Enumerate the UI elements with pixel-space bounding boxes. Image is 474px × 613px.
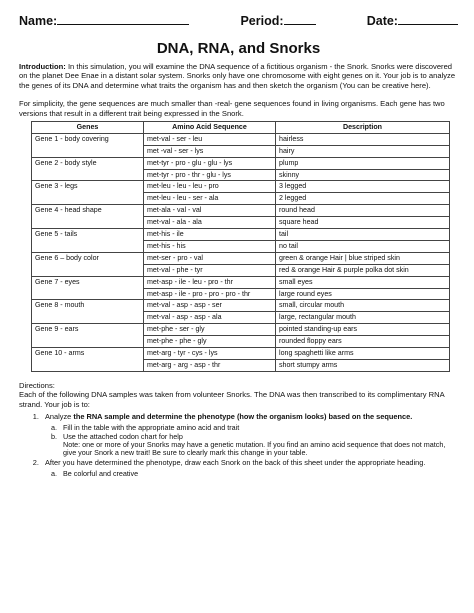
gene-name-cell	[32, 359, 144, 371]
table-row	[32, 264, 450, 276]
directions-section	[19, 381, 458, 479]
gene-name-cell: Gene 6 – body color	[32, 252, 144, 264]
name-blank[interactable]	[57, 12, 189, 25]
step-sublist	[45, 424, 458, 458]
table-row	[32, 217, 450, 229]
introduction-paragraph	[19, 62, 458, 90]
amino-acid-cell[interactable]: met-asp - ile - leu - pro - thr	[144, 276, 276, 288]
amino-acid-cell[interactable]: met-ser - pro - val	[144, 252, 276, 264]
table-row	[32, 133, 450, 145]
amino-acid-cell[interactable]: met-val - asp - asp - ser	[144, 300, 276, 312]
description-cell[interactable]: rounded floppy ears	[276, 336, 450, 348]
step-sublist	[45, 470, 458, 478]
description-cell[interactable]: square head	[276, 217, 450, 229]
description-cell[interactable]: red & orange Hair & purple polka dot skin	[276, 264, 450, 276]
date-blank[interactable]	[398, 12, 458, 25]
table-row	[32, 205, 450, 217]
introduction-text: In this simulation, you will examine the DNA sequence of a fictitious organism - the Snork. Snorks were discovered on the planet Dee Enae in a distant solar system. Snorks only have one chromosome with eight genes on it. Your job is to analyze the genes of its DNA and determine what traits the organism has and then sketch the organism (You can be creative here).	[19, 62, 456, 90]
description-cell[interactable]: large round eyes	[276, 288, 450, 300]
amino-acid-cell[interactable]: met-leu - leu - leu - pro	[144, 181, 276, 193]
gene-name-cell: Gene 4 - head shape	[32, 205, 144, 217]
amino-acid-cell[interactable]: met-asp - ile - pro - pro - pro - thr	[144, 288, 276, 300]
description-cell[interactable]: no tail	[276, 240, 450, 252]
substep-item: a. Be colorful and creative	[59, 470, 458, 478]
name-field[interactable]: Name:	[19, 12, 189, 28]
amino-acid-cell[interactable]: met-val - ala - ala	[144, 217, 276, 229]
amino-acid-cell[interactable]: met-phe - phe - gly	[144, 336, 276, 348]
gene-name-cell	[32, 336, 144, 348]
amino-acid-cell[interactable]: met-leu - leu - ser - ala	[144, 193, 276, 205]
table-header-row	[32, 122, 450, 134]
table-row	[32, 276, 450, 288]
amino-acid-cell[interactable]: met -val - ser - lys	[144, 145, 276, 157]
table-row	[32, 240, 450, 252]
table-row	[32, 288, 450, 300]
substep-item: a. Fill in the table with the appropriate amino acid and trait	[59, 424, 458, 432]
directions-heading: Directions:	[19, 380, 55, 390]
description-cell[interactable]: skinny	[276, 169, 450, 181]
description-cell[interactable]: green & orange Hair | blue striped skin	[276, 252, 450, 264]
table-row	[32, 157, 450, 169]
description-cell[interactable]: 3 legged	[276, 181, 450, 193]
table-row	[32, 359, 450, 371]
substep-item: b. Use the attached codon chart for help	[59, 433, 458, 441]
description-cell[interactable]: 2 legged	[276, 193, 450, 205]
description-cell[interactable]: plump	[276, 157, 450, 169]
period-blank[interactable]	[284, 12, 316, 25]
step-item: 2. After you have determined the phenotype, draw each Snork on the back of this sheet under the appropriate heading. a. Be colorful and creative	[41, 458, 458, 479]
table-row	[32, 336, 450, 348]
gene-name-cell: Gene 3 - legs	[32, 181, 144, 193]
table-row	[32, 252, 450, 264]
gene-name-cell	[32, 217, 144, 229]
table-row	[32, 169, 450, 181]
description-cell[interactable]: pointed standing-up ears	[276, 324, 450, 336]
column-header-amino-acid: Amino Acid Sequence	[144, 122, 276, 134]
table-row	[32, 145, 450, 157]
description-cell[interactable]: small, circular mouth	[276, 300, 450, 312]
description-cell[interactable]: tail	[276, 229, 450, 241]
column-header-description: Description	[276, 122, 450, 134]
period-field[interactable]: Period:	[240, 12, 315, 28]
table-row	[32, 324, 450, 336]
page-title: DNA, RNA, and Snorks	[156, 40, 321, 57]
step-item: 1. Analyze the RNA sample and determine the phenotype (how the organism looks) based on the sequence. a. Fill in the table with the appropriate amino acid and trait b. Use the attached codon chart for help Note: one or more of your Snorks may have a genetic mutation. If you find an amino acid sequence that does not match, give your Snork a new trait! Be sure to clearly mark this change in your table.	[41, 412, 458, 458]
gene-name-cell: Gene 8 - mouth	[32, 300, 144, 312]
amino-acid-cell[interactable]: met-arg - arg - asp - thr	[144, 359, 276, 371]
description-cell[interactable]: small eyes	[276, 276, 450, 288]
amino-acid-cell[interactable]: met-his - his	[144, 240, 276, 252]
amino-acid-cell[interactable]: met-phe - ser - gly	[144, 324, 276, 336]
amino-acid-cell[interactable]: met-his - ile	[144, 229, 276, 241]
table-row	[32, 347, 450, 359]
gene-name-cell	[32, 312, 144, 324]
amino-acid-cell[interactable]: met-val - phe - tyr	[144, 264, 276, 276]
description-cell[interactable]: hairless	[276, 133, 450, 145]
description-cell[interactable]: long spaghetti like arms	[276, 347, 450, 359]
gene-name-cell	[32, 264, 144, 276]
gene-name-cell: Gene 1 - body covering	[32, 133, 144, 145]
directions-text: Each of the following DNA samples was taken from volunteer Snorks. The DNA was then transcribed to its complimentary RNA strand. Your job is to:	[19, 390, 445, 409]
gene-name-cell: Gene 10 - arms	[32, 347, 144, 359]
directions-steps	[19, 412, 458, 478]
gene-table-body	[32, 133, 450, 371]
gene-name-cell: Gene 5 - tails	[32, 229, 144, 241]
description-cell[interactable]: large, rectangular mouth	[276, 312, 450, 324]
description-cell[interactable]: round head	[276, 205, 450, 217]
description-cell[interactable]: hairy	[276, 145, 450, 157]
gene-name-cell: Gene 9 - ears	[32, 324, 144, 336]
amino-acid-cell[interactable]: met-tyr - pro - glu - glu - lys	[144, 157, 276, 169]
table-row	[32, 312, 450, 324]
amino-acid-cell[interactable]: met-arg - tyr - cys - lys	[144, 347, 276, 359]
gene-name-cell	[32, 240, 144, 252]
mutation-note: Note: one or more of your Snorks may have a genetic mutation. If you find an amino acid sequence that does not match, give your Snork a new trait! Be sure to clearly mark this change in your table.	[63, 439, 446, 458]
introduction-label: Introduction:	[19, 62, 66, 71]
gene-name-cell	[32, 169, 144, 181]
amino-acid-cell[interactable]: met-tyr - pro - thr - glu - lys	[144, 169, 276, 181]
gene-name-cell	[32, 193, 144, 205]
table-row	[32, 229, 450, 241]
description-cell[interactable]: short stumpy arms	[276, 359, 450, 371]
gene-name-cell	[32, 288, 144, 300]
amino-acid-cell[interactable]: met-ala - val - val	[144, 205, 276, 217]
table-row	[32, 193, 450, 205]
simplicity-paragraph: For simplicity, the gene sequences are much smaller than -real- gene sequences found in living organisms. Each gene has two versions that result in a different trait being expressed in the Snork.	[19, 99, 445, 118]
gene-name-cell: Gene 2 - body style	[32, 157, 144, 169]
gene-name-cell: Gene 7 - eyes	[32, 276, 144, 288]
table-row	[32, 300, 450, 312]
gene-table	[31, 121, 450, 372]
date-field[interactable]: Date:	[367, 12, 458, 28]
student-header	[19, 12, 458, 28]
gene-name-cell	[32, 145, 144, 157]
table-row	[32, 181, 450, 193]
amino-acid-cell[interactable]: met-val - ser - leu	[144, 133, 276, 145]
column-header-genes: Genes	[32, 122, 144, 134]
amino-acid-cell[interactable]: met-val - asp - asp - ala	[144, 312, 276, 324]
